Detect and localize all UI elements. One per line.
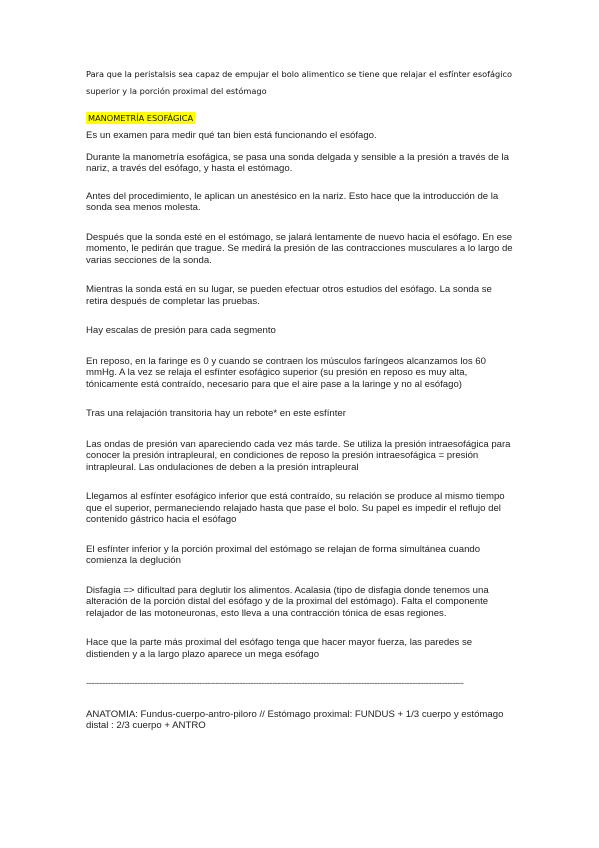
- section-heading: MANOMETRÍA ESOFÁGICA: [88, 113, 194, 123]
- intro-text: Para que la peristalsis sea capaz de empujar el bolo alimentico se tiene que relajar el esfínter esofágico superior y la porción proximal del estómago: [86, 69, 513, 96]
- paragraph-10: Llegamos al esfínter esofágico inferior que está contraído, su relación se produce al mismo tiempo que el superior, permaneciendo relajado hasta que pase el bolo. Su papel es impedir el reflujo del contenido gástrico hacia el esófago: [86, 491, 505, 525]
- document-page: [86, 66, 516, 732]
- paragraph-5: Mientras la sonda está en su lugar, se pueden efectuar otros estudios del esófago. La sonda se retira después de completar las pruebas.: [86, 284, 492, 307]
- paragraph-13: Hace que la parte más proximal del esófago tenga que hacer mayor fuerza, las paredes se distienden y a la largo plazo aparece un mega esófago: [86, 637, 473, 660]
- anatomy-note: ANATOMIA: Fundus-cuerpo-antro-piloro // Estómago proximal: FUNDUS + 1/3 cuerpo y estómago distal : 2/3 cuerpo + ANTRO: [86, 708, 504, 731]
- paragraph-8: Tras una relajación transitoria hay un rebote* en este esfínter: [86, 408, 346, 419]
- paragraph-4: Después que la sonda esté en el estómago, se jalará lentamente de nuevo hacia el esófago. En ese momento, le pedirán que trague. Se medirá la presión de las contracciones musculares a lo largo de varias secciones de la sonda.: [86, 231, 513, 266]
- paragraph-7: En reposo, en la faringe es 0 y cuando se contraen los músculos faríngeos alcanzamos los 60 mmHg. A la vez se relaja el esfínter esofágico superior (su presión en reposo es muy alta, tónicamente está contraído, necesario para que el aire pase a la laringe y no al esófago): [86, 355, 486, 390]
- paragraph-12: Disfagia => dificultad para deglutir los alimentos. Acalasia (tipo de disfagia donde tenemos una alteración de la porción distal del esófago y de la proximal del estómago). Falta el componente relajador de las motoneuronas, esto lleva a una contracción tónica de esas regiones.: [86, 584, 489, 619]
- paragraph-11: El esfínter inferior y la porción proximal del estómago se relajan de forma simultánea cuando comienza la deglución: [86, 543, 481, 566]
- paragraph-3: Antes del procedimiento, le aplican un anestésico en la nariz. Esto hace que la introducción de la sonda sea menos molesta.: [86, 190, 499, 213]
- paragraph-1: Es un examen para medir qué tan bien está funcionando el esófago.: [86, 130, 377, 141]
- paragraph-2: Durante la manometría esofágica, se pasa una sonda delgada y sensible a la presión a través de la nariz, a través del esófago, y hasta el estómago.: [86, 151, 509, 174]
- paragraph-9: Las ondas de presión van apareciendo cada vez más tarde. Se utiliza la presión intraesofágica para conocer la presión intrapleural, en condiciones de reposo la presión intraesofágica = presión intrapleural. Las ondulaciones de deben a la presión intrapleural: [86, 438, 511, 473]
- separator-line: --------------------------------------------------------------------------------------------------------------------------------------------: [86, 678, 464, 689]
- paragraph-6: Hay escalas de presión para cada segmento: [86, 325, 276, 336]
